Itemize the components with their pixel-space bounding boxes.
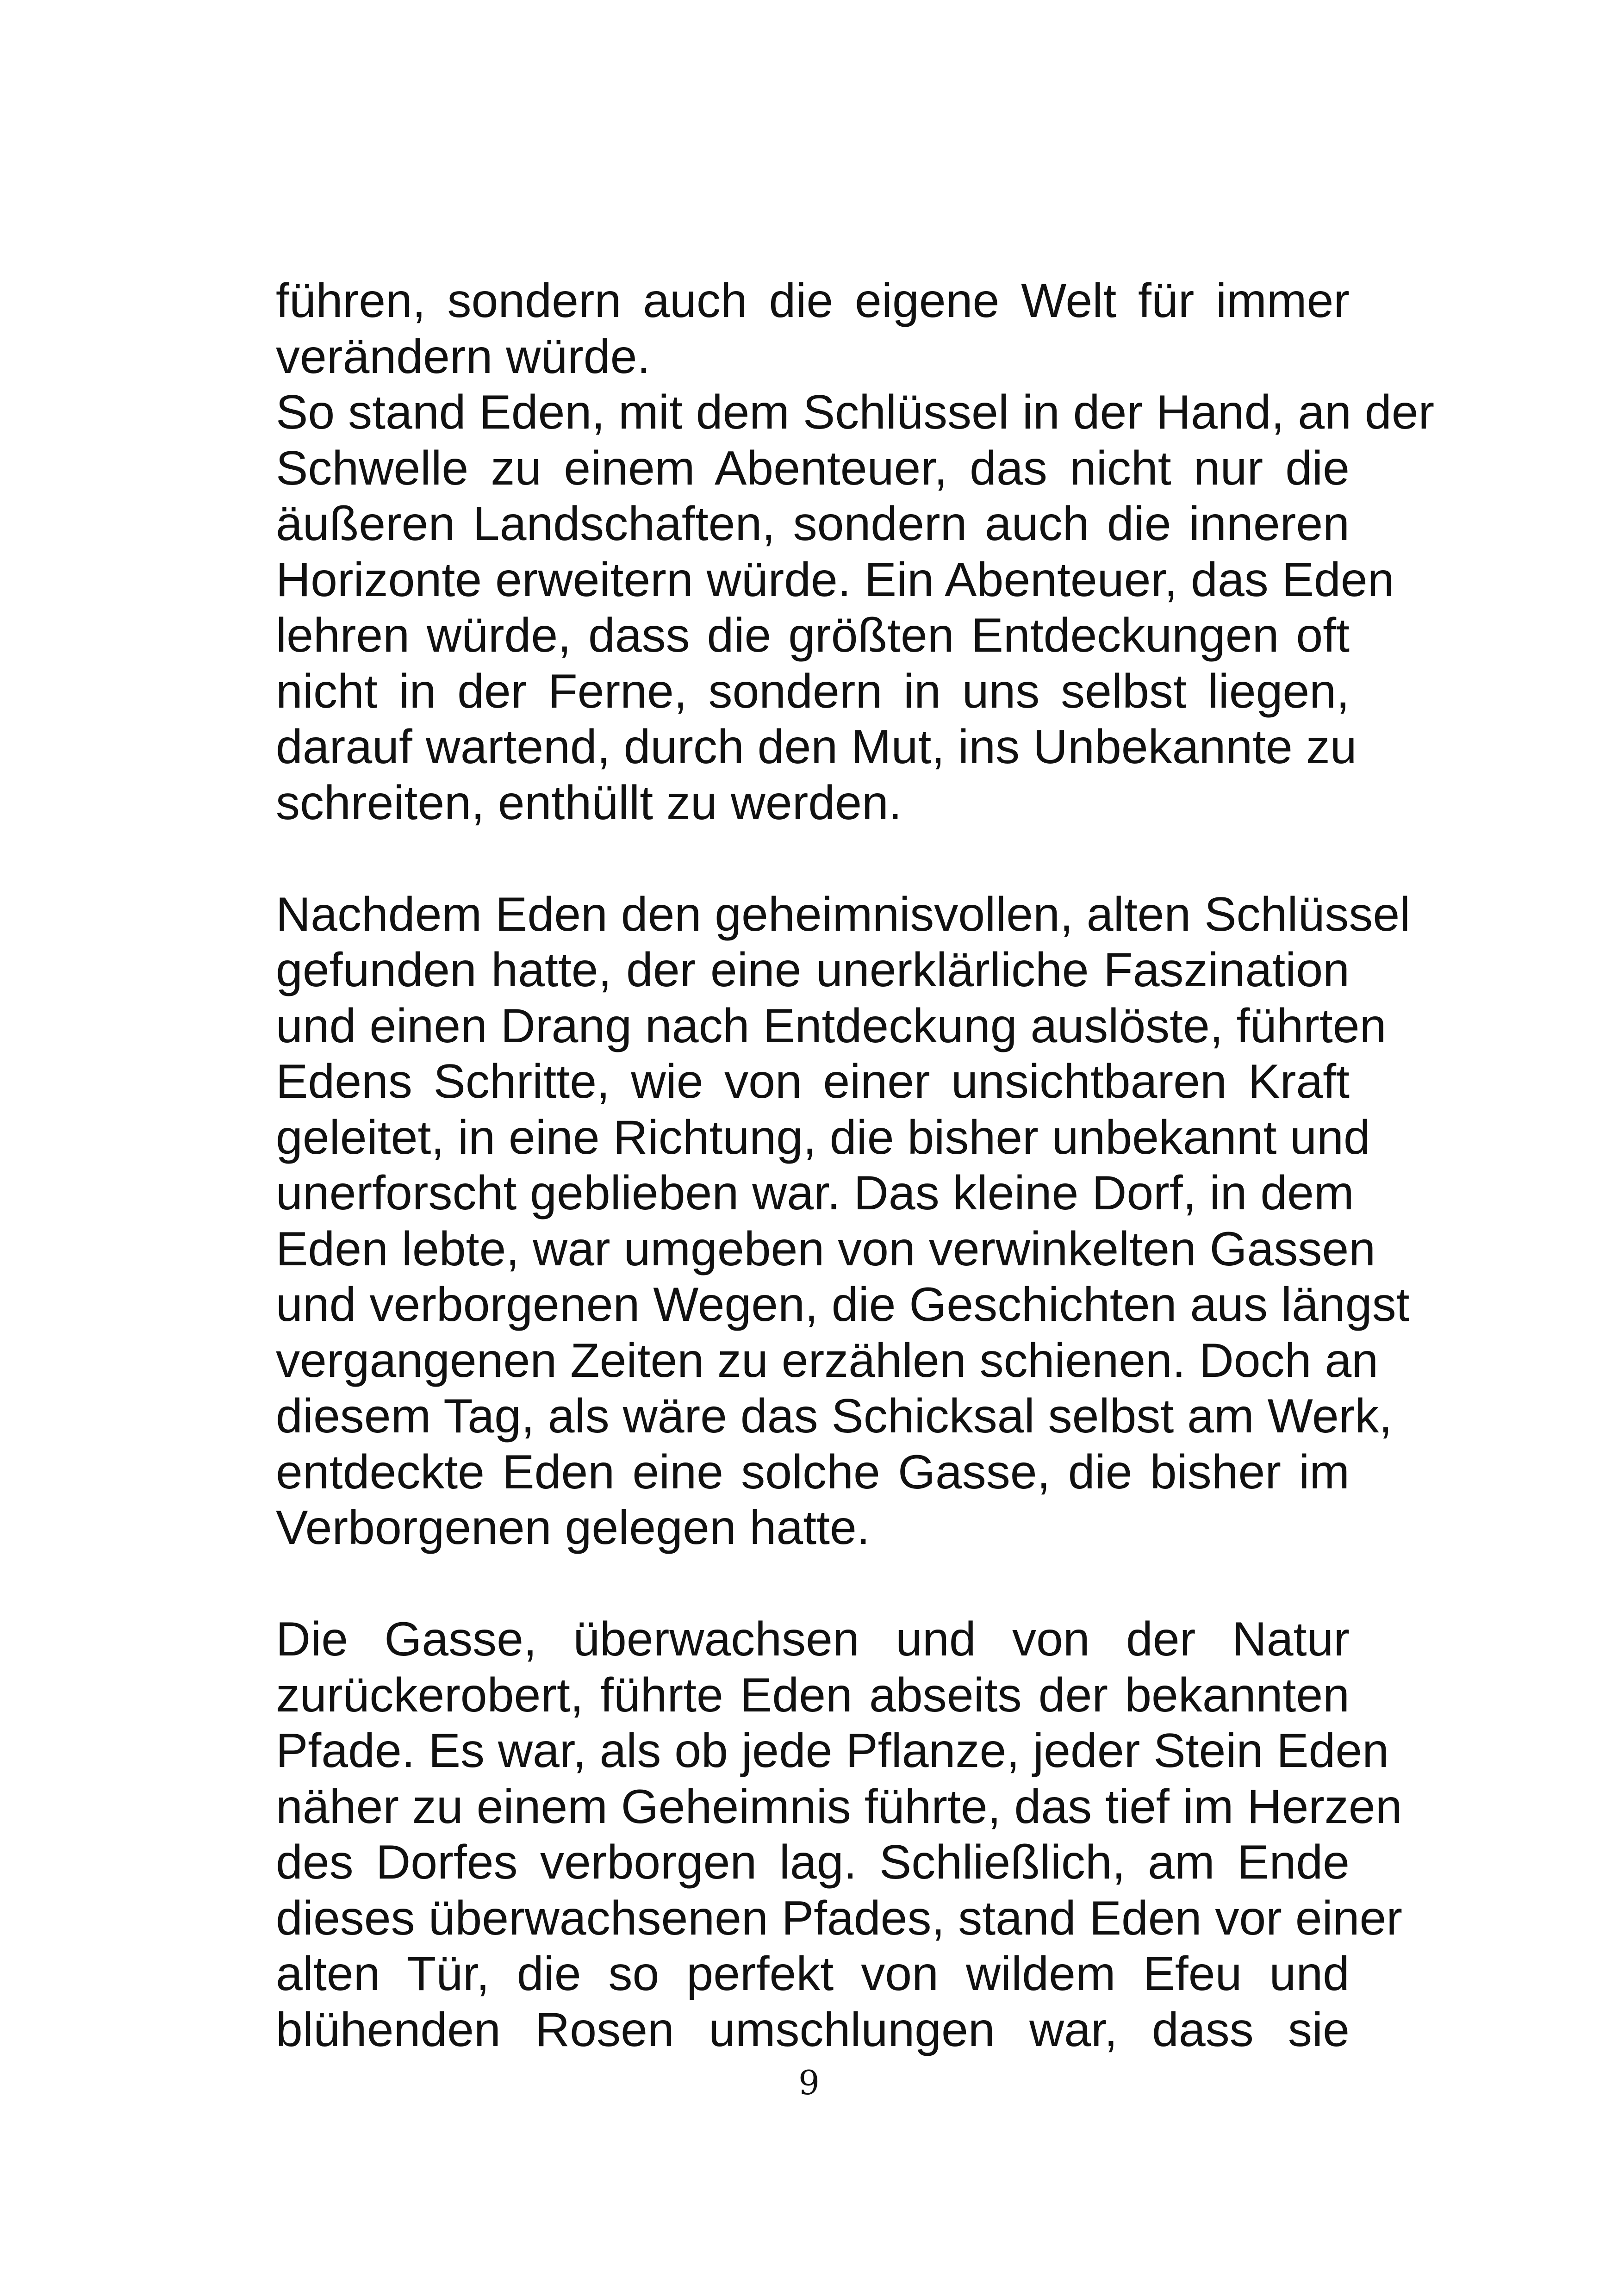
text-line: vergangenen Zeiten zu erzählen schienen. Doch an bbox=[276, 1333, 1379, 1388]
paragraph bbox=[276, 887, 1411, 1556]
text-line: Verborgenen gelegen hatte. bbox=[276, 1501, 870, 1555]
body-text bbox=[276, 273, 1435, 2058]
text-line: Horizonte erweitern würde. Ein Abenteuer, das Eden bbox=[276, 553, 1394, 607]
text-line: So stand Eden, mit dem Schlüssel in der Hand, an der bbox=[276, 386, 1435, 439]
text-line: dieses überwachsenen Pfades, stand Eden vor einer bbox=[276, 1891, 1402, 1945]
text-line: blühenden Rosen umschlungen war, dass sie bbox=[276, 2003, 1350, 2057]
text-line: Die Gasse, überwachsen und von der Natur bbox=[276, 1612, 1350, 1666]
text-line: Eden lebte, war umgeben von verwinkelten Gassen bbox=[276, 1222, 1376, 1276]
text-line: und einen Drang nach Entdeckung auslöste, führten bbox=[276, 999, 1387, 1053]
paragraph bbox=[276, 273, 1350, 385]
page-number: 9 bbox=[798, 2063, 820, 2102]
text-line: des Dorfes verborgen lag. Schließlich, am Ende bbox=[276, 1836, 1350, 1889]
text-line: und verborgenen Wegen, die Geschichten aus längst bbox=[276, 1278, 1410, 1332]
text-line: Edens Schritte, wie von einer unsichtbaren Kraft bbox=[276, 1055, 1350, 1108]
text-line: verändern würde. bbox=[276, 330, 651, 384]
text-line: nicht in der Ferne, sondern in uns selbst liegen, bbox=[276, 664, 1350, 718]
text-line: lehren würde, dass die größten Entdeckungen oft bbox=[276, 609, 1350, 662]
text-line: geleitet, in eine Richtung, die bisher unbekannt und bbox=[276, 1110, 1370, 1164]
text-line: äußeren Landschaften, sondern auch die inneren bbox=[276, 497, 1350, 551]
text-line: näher zu einem Geheimnis führte, das tief im Herzen bbox=[276, 1780, 1402, 1834]
text-line: schreiten, enthüllt zu werden. bbox=[276, 776, 902, 830]
text-line: führen, sondern auch die eigene Welt für immer bbox=[276, 274, 1350, 328]
text-line: gefunden hatte, der eine unerklärliche Faszination bbox=[276, 943, 1350, 997]
text-line: zurückerobert, führte Eden abseits der bekannten bbox=[276, 1668, 1350, 1722]
text-line: Nachdem Eden den geheimnisvollen, alten Schlüssel bbox=[276, 887, 1411, 941]
text-line: diesem Tag, als wäre das Schicksal selbst am Werk, bbox=[276, 1389, 1393, 1443]
text-line: entdeckte Eden eine solche Gasse, die bisher im bbox=[276, 1445, 1350, 1499]
text-line: unerforscht geblieben war. Das kleine Dorf, in dem bbox=[276, 1166, 1354, 1220]
paragraph bbox=[276, 1612, 1402, 2058]
text-line: alten Tür, die so perfekt von wildem Efeu und bbox=[276, 1947, 1350, 2001]
paragraph bbox=[276, 385, 1435, 831]
text-line: Pfade. Es war, als ob jede Pflanze, jeder Stein Eden bbox=[276, 1724, 1389, 1778]
text-line: Schwelle zu einem Abenteuer, das nicht nur die bbox=[276, 441, 1350, 495]
text-line: darauf wartend, durch den Mut, ins Unbekannte zu bbox=[276, 720, 1357, 774]
